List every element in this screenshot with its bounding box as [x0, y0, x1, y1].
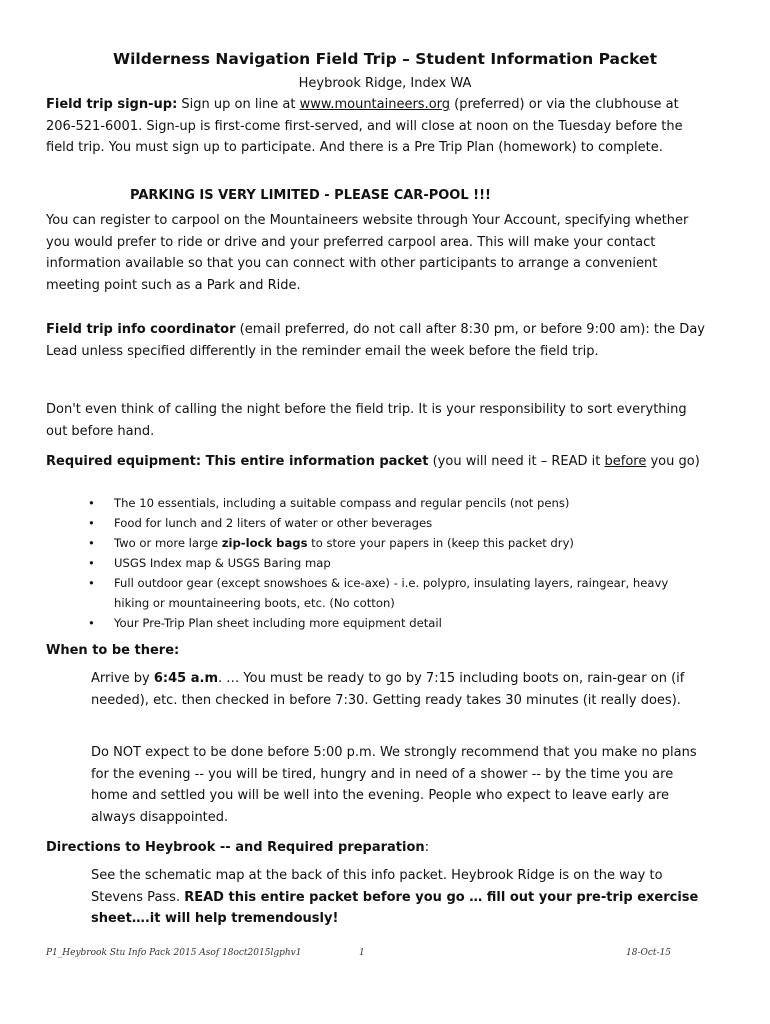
signup-text-1: Sign up on line at	[177, 97, 300, 112]
carpool-paragraph: You can register to carpool on the Mountaineers website through Your Account, specifying whether you would prefer to ride or drive and your preferred carpool area. This will make your contact information available so that you can connect with other participants to arrange a convenient meeting point such as a Park and Ride.	[46, 213, 689, 293]
bullet-icon: •	[88, 616, 95, 630]
list-item: • Food for lunch and 2 liters of water or other beverages	[88, 513, 698, 533]
mountaineers-link[interactable]: www.mountaineers.org	[299, 97, 451, 112]
equipment-text-2: you go)	[646, 454, 700, 469]
bullet-icon: •	[88, 536, 95, 550]
list-item: • USGS Index map & USGS Baring map	[88, 553, 698, 573]
arrival-time: 6:45 a.m	[153, 671, 218, 686]
bullet-icon: •	[88, 556, 95, 570]
night-before-paragraph: Don't even think of calling the night before the field trip. It is your responsibility to sort everything out before hand.	[46, 402, 687, 439]
footer-date: 18-Oct-15	[626, 948, 672, 958]
signup-label: Field trip sign-up:	[46, 97, 178, 112]
equipment-underlined: before	[604, 454, 647, 469]
footer-page-number: 1	[359, 948, 365, 958]
equipment-label: Required equipment: This entire information packet	[46, 454, 429, 469]
bullet-icon: •	[88, 496, 95, 510]
directions-paragraph: See the schematic map at the back of this info packet. Heybrook Ridge is on the way to Stevens Pass. READ this entire packet before you go … fill out your pre-trip exercise sheet….it will help tremendously!	[91, 868, 699, 927]
coordinator-label: Field trip info coordinator	[46, 322, 236, 337]
signup-text-2: (preferred) or via the clubhouse at 206-521-6001. Sign-up is first-come first-served, and will close at noon on the Tuesday before the field trip. You must sign up to participate. And there is a Pre Trip Plan (homework) to complete.	[46, 97, 683, 156]
equipment-list	[88, 493, 698, 633]
parking-warning: PARKING IS VERY LIMITED - PLEASE CAR-POOL !!!	[130, 188, 491, 203]
equipment-text-1: (you will need it – READ it	[428, 454, 605, 469]
page-subtitle: Heybrook Ridge, Index WA	[298, 76, 472, 91]
list-item: • Two or more large zip-lock bags to store your papers in (keep this packet dry)	[88, 533, 698, 553]
when-heading: When to be there:	[46, 643, 180, 658]
directions-heading: Directions to Heybrook -- and Required preparation:	[46, 840, 430, 855]
list-item: • Your Pre-Trip Plan sheet including more equipment detail	[88, 613, 698, 633]
footer-filename: P1_Heybrook Stu Info Pack 2015 Asof 18oct2015lgphv1	[46, 948, 302, 958]
coordinator-paragraph	[46, 319, 706, 362]
bullet-icon: •	[88, 516, 95, 530]
bullet-icon: •	[88, 576, 95, 590]
end-time-paragraph: Do NOT expect to be done before 5:00 p.m. We strongly recommend that you make no plans for the evening -- you will be tired, hungry and in need of a shower -- by the time you are home and settled you will be well into the evening. People who expect to leave early are always disappointed.	[91, 745, 697, 825]
arrival-paragraph: Arrive by 6:45 a.m. … You must be ready to go by 7:15 including boots on, rain-gear on (if needed), etc. then checked in before 7:30. Getting ready takes 30 minutes (it really does).	[91, 671, 685, 708]
list-item: • The 10 essentials, including a suitable compass and regular pencils (not pens)	[88, 493, 698, 513]
signup-paragraph	[46, 94, 706, 159]
coordinator-text: (email preferred, do not call after 8:30 pm, or before 9:00 am): the Day Lead unless specified differently in the reminder email the week before the field trip.	[46, 322, 705, 359]
page-title: Wilderness Navigation Field Trip – Student Information Packet	[113, 50, 657, 68]
equipment-paragraph	[46, 451, 706, 473]
list-item: • Full outdoor gear (except snowshoes & ice-axe) - i.e. polypro, insulating layers, raingear, heavy hiking or mountaineering boots, etc. (No cotton)	[88, 573, 698, 613]
